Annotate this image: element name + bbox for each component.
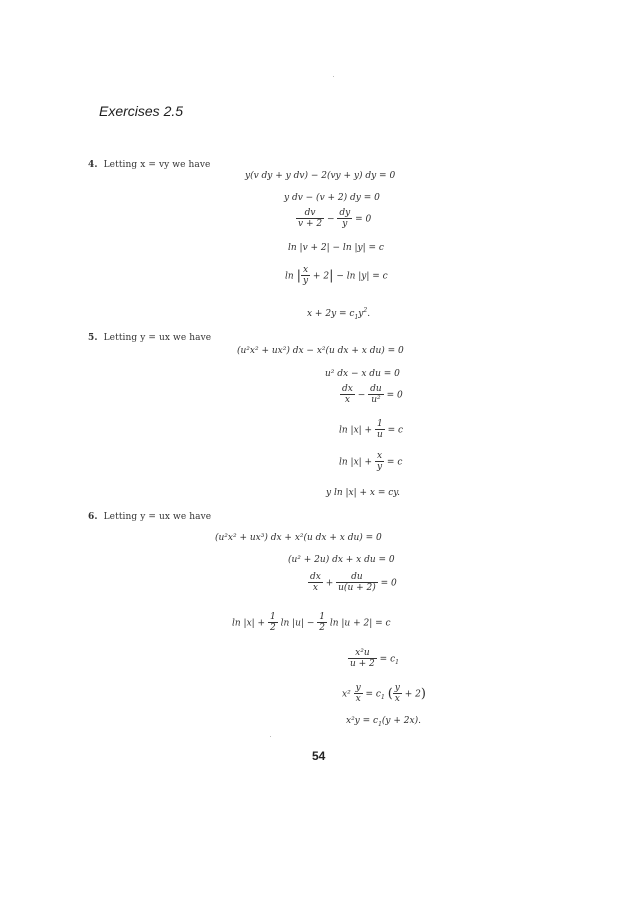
fraction: $\frac{\text{x²u}}{u + 2}$ (350, 648, 375, 670)
ex6-line-4: ln |x| + $\frac{1}{2}$ ln |u| − $\frac{1}{2}$ ln |u + 2| = c (232, 612, 391, 634)
exercise-5-number: 5. (88, 333, 98, 343)
ex6-line-7: $x^2y = c_1(y + 2x)$. (346, 716, 421, 728)
ex4-line-6: $x + 2y = c_1y^2$. (307, 307, 371, 321)
fraction: $\frac{y}{x}$ (355, 683, 361, 705)
fraction: $\frac{x}{y}$ (376, 451, 383, 473)
fraction: $\frac{1}{u}$ (376, 419, 383, 441)
fraction: $\frac{y}{x}$ (394, 683, 400, 705)
ex5-line-4: ln |x| + $\frac{1}{u}$ = c (339, 419, 404, 441)
exercise-6-lead: Letting y = ux we have (103, 512, 212, 522)
fraction: $\frac{dy}{y}$ (339, 208, 351, 230)
ex4-line-3: $\frac{dv}{v + 2}$ − $\frac{dy}{y}$ = 0 (298, 208, 372, 230)
exercise-4-number: 4. (88, 160, 98, 170)
exercise-6-number: 6. (88, 512, 98, 522)
fraction: $\frac{x}{y}$ (302, 265, 309, 287)
fraction: $\frac{1}{2}$ (319, 612, 325, 634)
fraction: $\frac{dx}{x}$ (310, 572, 321, 594)
ex5-line-6: y ln |x| + x = cy. (326, 488, 401, 498)
ex4-line-5: ln | $\frac{x}{y}$ + 2| − ln |y| = c (285, 265, 388, 287)
ex6-line-5: $\frac{\text{x²u}}{u + 2}$ = $c_1$ (350, 648, 399, 670)
scan-speck (270, 736, 271, 737)
ex5-line-5: ln |x| + $\frac{x}{y}$ = c (339, 451, 403, 473)
ex4-line-1: y(v dy + y dv) − 2(vy + y) dy = 0 (245, 171, 396, 181)
section-heading: Exercises 2.5 (99, 103, 184, 119)
ex5-line-2: u² dx − x du = 0 (325, 369, 400, 379)
exercise-5-intro (88, 333, 211, 343)
ex4-line-4: ln |v + 2| − ln |y| = c (288, 243, 384, 253)
ex6-line-1: (u²x² + ux³) dx + x²(u dx + x du) = 0 (215, 533, 382, 543)
fraction: $\frac{1}{2}$ (269, 612, 276, 634)
page-number: 54 (312, 749, 326, 763)
exercise-6-intro (88, 512, 211, 522)
fraction: $\frac{du}{u(u + 2)}$ (338, 572, 376, 594)
exercise-4-intro (88, 160, 210, 170)
fraction: $\frac{du}{\text{u²}}$ (370, 384, 382, 406)
fraction: $\frac{dv}{v + 2}$ (298, 208, 323, 230)
ex5-line-1: (u²x² + ux²) dx − x²(u dx + x du) = 0 (237, 346, 404, 356)
fraction: $\frac{dx}{x}$ (342, 384, 353, 406)
ex4-line-2: y dv − (v + 2) dy = 0 (284, 193, 380, 203)
ex5-line-3: $\frac{dx}{x}$ − $\frac{du}{\text{u²}}$ = 0 (342, 384, 403, 406)
exercise-5-lead: Letting y = ux we have (103, 333, 212, 343)
exercise-4-lead: Letting x = vy we have (103, 160, 211, 170)
ex6-line-6: x² $\frac{y}{x}$ = $c_1$ ( $\frac{y}{x}$ + 2) (342, 683, 426, 705)
scan-speck (333, 76, 334, 77)
ex6-line-3: $\frac{dx}{x}$ + $\frac{du}{u(u + 2)}$ = 0 (310, 572, 397, 594)
ex6-line-2: (u² + 2u) dx + x du = 0 (288, 555, 395, 565)
